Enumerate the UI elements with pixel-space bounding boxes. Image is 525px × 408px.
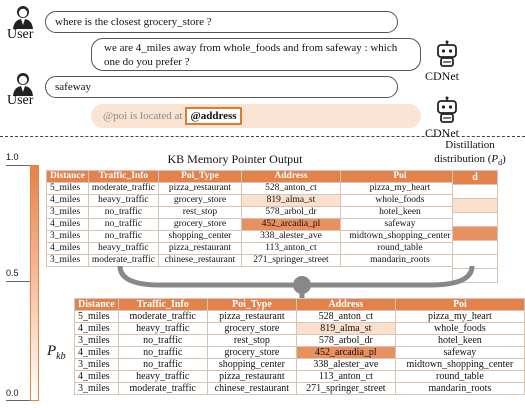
table-row	[75, 347, 525, 359]
table-row	[75, 311, 525, 323]
table-cell: 5_miles	[75, 311, 119, 323]
table-cell: round_table	[395, 371, 524, 383]
table-cell: 528_anton_ct	[241, 183, 340, 195]
table-cell: rest_stop	[158, 207, 241, 219]
table-cell: no_traffic	[118, 359, 207, 371]
table-cell: grocery_store	[158, 195, 241, 207]
table-cell: shopping_center	[158, 231, 241, 243]
col-header: Poi_Type	[158, 171, 241, 183]
table-cell: heavy_traffic	[88, 243, 158, 255]
table-cell: moderate_traffic	[88, 255, 158, 267]
table-cell-highlight: 452_arcadia_pl	[296, 347, 395, 359]
col-header: Poi_Type	[207, 299, 296, 311]
table-cell: heavy_traffic	[118, 323, 207, 335]
table-cell: pizza_my_heart	[340, 183, 459, 195]
table-cell-highlight: 819_alma_st	[296, 323, 395, 335]
table-cell: no_traffic	[88, 219, 158, 231]
axis-label-mid: 0.5	[6, 268, 19, 278]
table-cell: pizza_restaurant	[207, 371, 296, 383]
bot-label-2: CDNet	[425, 126, 459, 140]
table-cell: 3_miles	[47, 255, 89, 267]
col-header: Distance	[47, 171, 89, 183]
table-row	[75, 323, 525, 335]
table-cell: heavy_traffic	[118, 371, 207, 383]
table-cell: mandarin_roots	[340, 255, 459, 267]
table-cell-highlight: 452_arcadia_pl	[241, 219, 340, 231]
user-utterance-2-text: safeway	[55, 81, 92, 93]
bot-label-1: CDNet	[425, 69, 459, 83]
bot-utterance-2-text: @poi is located at	[103, 110, 183, 122]
table-cell: 3_miles	[47, 231, 89, 243]
col-header: Address	[241, 171, 340, 183]
user-label-1: User	[7, 27, 34, 42]
kb-title: KB Memory Pointer Output	[167, 152, 303, 166]
table-cell: no_traffic	[118, 347, 207, 359]
kb-table-bottom	[74, 298, 525, 395]
table-cell: moderate_traffic	[88, 183, 158, 195]
table-cell: shopping_center	[207, 359, 296, 371]
distill-symbol: P	[491, 153, 499, 165]
axis-label-bottom: 0.0	[6, 388, 19, 398]
table-cell: rest_stop	[207, 335, 296, 347]
col-header: Address	[296, 299, 395, 311]
table-cell: whole_foods	[395, 323, 524, 335]
table-row	[75, 371, 525, 383]
table-cell: grocery_store	[207, 347, 296, 359]
table-cell: no_traffic	[118, 335, 207, 347]
col-header: Distance	[75, 299, 119, 311]
table-cell: 528_anton_ct	[296, 311, 395, 323]
table-cell: whole_foods	[340, 195, 459, 207]
table-cell: 4_miles	[75, 347, 119, 359]
user-label-2: User	[7, 93, 34, 108]
table-cell: 113_anton_ct	[296, 371, 395, 383]
table-cell: 338_alester_ave	[296, 359, 395, 371]
col-header: Poi	[340, 171, 459, 183]
table-row	[75, 383, 525, 395]
table-cell: 3_miles	[75, 383, 119, 395]
table-header-row	[75, 299, 525, 311]
table-row	[75, 335, 525, 347]
address-token: @address	[185, 107, 241, 125]
table-cell: mandarin_roots	[395, 383, 524, 395]
table-cell: hotel_keen	[395, 335, 524, 347]
distill-title-line2: distribution $(P_d)$	[434, 153, 506, 168]
table-row	[75, 359, 525, 371]
table-cell: midtown_shopping_center	[395, 359, 524, 371]
table-cell: 4_miles	[47, 243, 89, 255]
distill-sub: d	[498, 158, 503, 168]
distill-col-header: d	[453, 171, 498, 185]
table-cell: 4_miles	[75, 371, 119, 383]
table-cell: pizza_restaurant	[158, 243, 241, 255]
table-cell: no_traffic	[88, 231, 158, 243]
table-cell: 113_anton_ct	[241, 243, 340, 255]
merge-node-icon	[293, 276, 311, 294]
table-cell: safeway	[395, 347, 524, 359]
col-header: Traffic_Info	[118, 299, 207, 311]
bot-utterance-1-text: we are 4_miles away from whole_foods and from safeway : which one do you prefer ?	[104, 41, 398, 68]
table-cell: 3_miles	[75, 359, 119, 371]
table-cell: 3_miles	[75, 335, 119, 347]
table-cell: pizza_restaurant	[158, 183, 241, 195]
table-cell: midtown_shopping_center	[340, 231, 459, 243]
table-cell: moderate_traffic	[118, 311, 207, 323]
user-utterance-1-text: where is the closest grocery_store ?	[55, 16, 212, 28]
kb-table-bottom-wrap	[74, 298, 525, 395]
table-cell: 3_miles	[47, 207, 89, 219]
table-cell: safeway	[340, 219, 459, 231]
table-cell: no_traffic	[88, 207, 158, 219]
table-cell: pizza_restaurant	[207, 311, 296, 323]
distill-title-line1: Distillation	[445, 139, 495, 151]
table-cell: 4_miles	[75, 323, 119, 335]
table-cell: hotel_keen	[340, 207, 459, 219]
table-cell: chinese_restaurant	[207, 383, 296, 395]
table-cell: grocery_store	[158, 219, 241, 231]
table-cell: 5_miles	[47, 183, 89, 195]
table-cell: moderate_traffic	[118, 383, 207, 395]
table-cell: 4_miles	[47, 219, 89, 231]
col-header: Traffic_Info	[88, 171, 158, 183]
table-cell-highlight: 819_alma_st	[241, 195, 340, 207]
pkb-label: $P_{kb}$	[47, 343, 66, 362]
table-cell: 4_miles	[47, 195, 89, 207]
table-cell: round_table	[340, 243, 459, 255]
table-cell: heavy_traffic	[88, 195, 158, 207]
col-header: Poi	[395, 299, 524, 311]
axis-label-top: 1.0	[6, 152, 19, 162]
table-cell: 271_springer_street	[296, 383, 395, 395]
table-cell: 271_springer_street	[241, 255, 340, 267]
table-cell: 578_arbol_dr	[241, 207, 340, 219]
table-cell: chinese_restaurant	[158, 255, 241, 267]
table-cell: 578_arbol_dr	[296, 335, 395, 347]
table-cell: 338_alester_ave	[241, 231, 340, 243]
table-cell: grocery_store	[207, 323, 296, 335]
table-cell: pizza_my_heart	[395, 311, 524, 323]
